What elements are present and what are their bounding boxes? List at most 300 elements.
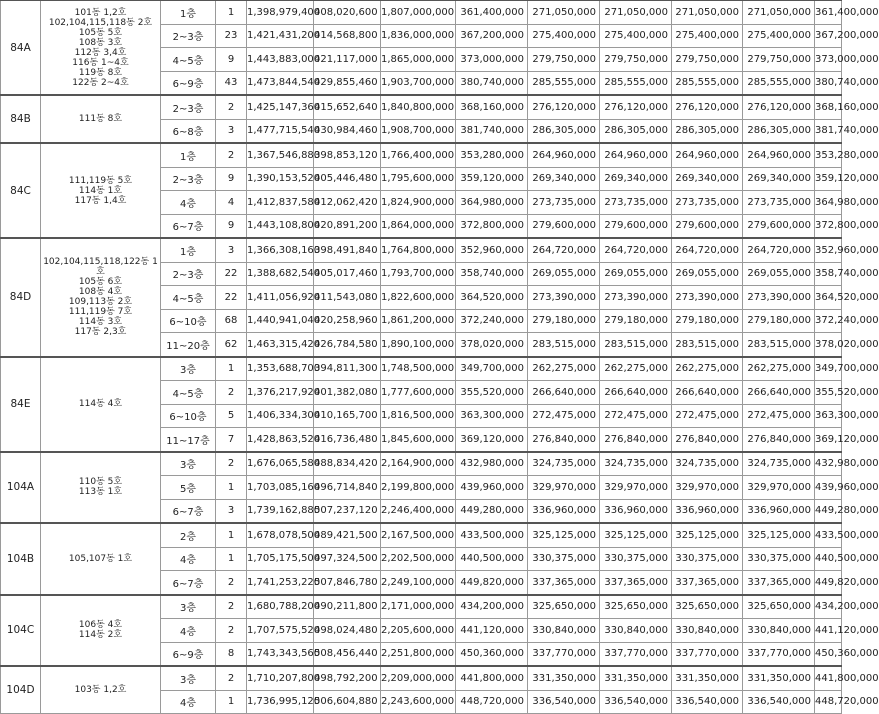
building-line: 105동 6호: [78, 277, 123, 288]
price-cell-c4: 349,700,000: [456, 357, 528, 381]
price-cell-c7: 271,050,000: [672, 0, 743, 24]
price-cell-c9: 450,360,000: [815, 642, 842, 666]
price-cell-c8: 337,365,000: [743, 571, 815, 595]
price-cell-c6: 276,120,000: [600, 95, 672, 119]
price-cell-c6: 324,735,000: [600, 452, 672, 476]
price-cell-c6: 325,650,000: [600, 595, 672, 619]
price-cell-c4: 353,280,000: [456, 143, 528, 167]
price-cell-c8: 269,055,000: [743, 262, 815, 286]
price-cell-c7: 283,515,000: [672, 333, 743, 357]
price-cell-c5: 286,305,000: [528, 119, 600, 143]
price-cell-c6: 336,960,000: [600, 499, 672, 523]
floor-cell: 1층: [161, 0, 216, 24]
price-cell-c9: 364,520,000: [815, 286, 842, 310]
floor-cell: 3층: [161, 357, 216, 381]
floor-cell: 4~5층: [161, 286, 216, 310]
buildings-cell: [41, 95, 161, 143]
price-cell-c8: 279,180,000: [743, 309, 815, 333]
price-cell-c7: 272,475,000: [672, 404, 743, 428]
price-cell-c5: 269,055,000: [528, 262, 600, 286]
buildings-cell: [41, 452, 161, 524]
price-cell-c6: 275,400,000: [600, 24, 672, 48]
floor-cell: 6~7층: [161, 214, 216, 238]
building-line: 102,104,115,118동 2호: [48, 17, 153, 28]
price-cell-c2: 426,784,580: [314, 333, 381, 357]
buildings-cell: [41, 666, 161, 714]
price-cell-c1: 1,411,056,920: [247, 286, 314, 310]
building-line: 113동 1호: [78, 487, 123, 498]
price-cell-c7: 276,840,000: [672, 428, 743, 452]
price-cell-c5: 264,720,000: [528, 238, 600, 262]
price-cell-c4: 361,400,000: [456, 0, 528, 24]
building-line: 111동 8호: [78, 114, 123, 124]
floor-cell: 11~20층: [161, 333, 216, 357]
price-cell-c2: 496,714,840: [314, 476, 381, 500]
price-cell-c4: 367,200,000: [456, 24, 528, 48]
price-cell-c6: 330,840,000: [600, 619, 672, 643]
building-line: 101동 1,2호: [74, 7, 127, 18]
price-cell-c9: 372,800,000: [815, 214, 842, 238]
units-cell: 2: [216, 619, 247, 643]
price-cell-c2: 490,211,800: [314, 595, 381, 619]
floor-cell: 11~17층: [161, 428, 216, 452]
price-cell-c8: 275,400,000: [743, 24, 815, 48]
price-cell-c9: 449,280,000: [815, 499, 842, 523]
table-row: [1, 452, 842, 476]
price-cell-c7: 330,840,000: [672, 619, 743, 643]
price-cell-c3: 1,807,000,000: [381, 0, 456, 24]
price-cell-c2: 498,792,200: [314, 666, 381, 690]
price-cell-c8: 283,515,000: [743, 333, 815, 357]
building-line: 112동 3,4호: [74, 47, 127, 58]
price-cell-c1: 1,676,065,580: [247, 452, 314, 476]
price-cell-c1: 1,443,108,800: [247, 214, 314, 238]
price-cell-c6: 337,770,000: [600, 642, 672, 666]
table-row: [1, 666, 842, 690]
price-cell-c6: 279,750,000: [600, 48, 672, 72]
price-cell-c7: 273,390,000: [672, 286, 743, 310]
table-row: [1, 523, 842, 547]
price-cell-c7: 269,055,000: [672, 262, 743, 286]
price-cell-c4: 378,020,000: [456, 333, 528, 357]
price-cell-c4: 433,500,000: [456, 523, 528, 547]
price-cell-c4: 439,960,000: [456, 476, 528, 500]
price-cell-c9: 449,820,000: [815, 571, 842, 595]
building-line: 105,107동 1호: [68, 553, 133, 564]
floor-cell: 2~3층: [161, 167, 216, 191]
price-cell-c2: 498,024,480: [314, 619, 381, 643]
price-cell-c3: 2,246,400,000: [381, 499, 456, 523]
price-cell-c3: 1,795,600,000: [381, 167, 456, 191]
price-cell-c5: 273,735,000: [528, 191, 600, 215]
price-cell-c6: 269,340,000: [600, 167, 672, 191]
price-cell-c4: 440,500,000: [456, 547, 528, 571]
price-cell-c1: 1,463,315,420: [247, 333, 314, 357]
price-cell-c1: 1,743,343,560: [247, 642, 314, 666]
price-cell-c1: 1,421,431,200: [247, 24, 314, 48]
price-cell-c8: 336,960,000: [743, 499, 815, 523]
price-cell-c4: 364,980,000: [456, 191, 528, 215]
units-cell: 1: [216, 0, 247, 24]
building-line: 108동 3호: [78, 37, 123, 48]
price-cell-c3: 2,167,500,000: [381, 523, 456, 547]
price-cell-c8: 271,050,000: [743, 0, 815, 24]
price-cell-c7: 324,735,000: [672, 452, 743, 476]
price-cell-c1: 1,736,995,120: [247, 690, 314, 714]
price-cell-c8: 273,390,000: [743, 286, 815, 310]
unit-type-cell: 84B: [1, 95, 41, 143]
price-cell-c6: 336,540,000: [600, 690, 672, 714]
buildings-cell: [41, 595, 161, 667]
table-row: [1, 357, 842, 381]
building-line: 114동 4호: [78, 399, 123, 409]
building-line: 111,119동 5호: [68, 175, 133, 186]
units-cell: 3: [216, 238, 247, 262]
price-cell-c3: 1,793,700,000: [381, 262, 456, 286]
price-cell-c6: 264,960,000: [600, 143, 672, 167]
floor-cell: 1층: [161, 238, 216, 262]
floor-cell: 4~5층: [161, 48, 216, 72]
price-cell-c1: 1,680,788,200: [247, 595, 314, 619]
table-row: [1, 0, 842, 24]
price-cell-c2: 506,604,880: [314, 690, 381, 714]
price-cell-c6: 283,515,000: [600, 333, 672, 357]
price-cell-c1: 1,425,147,360: [247, 95, 314, 119]
price-cell-c9: 367,200,000: [815, 24, 842, 48]
price-cell-c9: 441,800,000: [815, 666, 842, 690]
price-cell-c5: 262,275,000: [528, 357, 600, 381]
price-cell-c1: 1,710,207,800: [247, 666, 314, 690]
price-cell-c8: 279,750,000: [743, 48, 815, 72]
price-cell-c9: 448,720,000: [815, 690, 842, 714]
price-cell-c3: 1,890,100,000: [381, 333, 456, 357]
price-cell-c5: 279,750,000: [528, 48, 600, 72]
price-cell-c3: 2,164,900,000: [381, 452, 456, 476]
price-cell-c3: 2,205,600,000: [381, 619, 456, 643]
price-cell-c4: 380,740,000: [456, 71, 528, 95]
price-cell-c9: 378,020,000: [815, 333, 842, 357]
price-cell-c1: 1,367,546,880: [247, 143, 314, 167]
price-cell-c5: 276,120,000: [528, 95, 600, 119]
price-cell-c9: 439,960,000: [815, 476, 842, 500]
price-cell-c8: 324,735,000: [743, 452, 815, 476]
floor-cell: 6~7층: [161, 499, 216, 523]
price-cell-c3: 1,861,200,000: [381, 309, 456, 333]
price-cell-c8: 325,650,000: [743, 595, 815, 619]
units-cell: 9: [216, 167, 247, 191]
price-cell-c2: 420,891,200: [314, 214, 381, 238]
price-cell-c6: 269,055,000: [600, 262, 672, 286]
floor-cell: 1층: [161, 143, 216, 167]
price-cell-c7: 325,650,000: [672, 595, 743, 619]
price-cell-c3: 1,766,400,000: [381, 143, 456, 167]
price-cell-c5: 269,340,000: [528, 167, 600, 191]
price-cell-c3: 2,209,000,000: [381, 666, 456, 690]
price-cell-c5: 337,770,000: [528, 642, 600, 666]
building-line: 108동 4호: [78, 287, 123, 298]
price-cell-c8: 272,475,000: [743, 404, 815, 428]
price-cell-c9: 434,200,000: [815, 595, 842, 619]
floor-cell: 2층: [161, 523, 216, 547]
price-cell-c4: 364,520,000: [456, 286, 528, 310]
price-cell-c5: 336,960,000: [528, 499, 600, 523]
price-cell-c8: 269,340,000: [743, 167, 815, 191]
price-cell-c2: 398,491,840: [314, 238, 381, 262]
price-cell-c6: 276,840,000: [600, 428, 672, 452]
price-cell-c8: 331,350,000: [743, 666, 815, 690]
price-cell-c1: 1,440,941,040: [247, 309, 314, 333]
price-cell-c7: 276,120,000: [672, 95, 743, 119]
price-cell-c9: 353,280,000: [815, 143, 842, 167]
units-cell: 4: [216, 191, 247, 215]
price-cell-c4: 449,820,000: [456, 571, 528, 595]
units-cell: 1: [216, 476, 247, 500]
price-cell-c5: 272,475,000: [528, 404, 600, 428]
price-cell-c4: 369,120,000: [456, 428, 528, 452]
price-cell-c7: 286,305,000: [672, 119, 743, 143]
floor-cell: 4층: [161, 619, 216, 643]
unit-type-cell: 84E: [1, 357, 41, 452]
price-cell-c5: 336,540,000: [528, 690, 600, 714]
price-cell-c4: 355,520,000: [456, 381, 528, 405]
price-cell-c9: 372,240,000: [815, 309, 842, 333]
unit-type-cell: 84A: [1, 0, 41, 95]
units-cell: 7: [216, 428, 247, 452]
price-cell-c8: 276,840,000: [743, 428, 815, 452]
units-cell: 23: [216, 24, 247, 48]
price-cell-c3: 1,777,600,000: [381, 381, 456, 405]
price-cell-c3: 1,824,900,000: [381, 191, 456, 215]
units-cell: 2: [216, 595, 247, 619]
price-cell-c4: 449,280,000: [456, 499, 528, 523]
price-cell-c2: 414,568,800: [314, 24, 381, 48]
building-line: 119동 8호: [78, 67, 123, 78]
floor-cell: 6~7층: [161, 571, 216, 595]
unit-type-cell: 104D: [1, 666, 41, 714]
price-cell-c9: 369,120,000: [815, 428, 842, 452]
price-cell-c1: 1,412,837,580: [247, 191, 314, 215]
price-cell-c4: 363,300,000: [456, 404, 528, 428]
price-cell-c1: 1,739,162,880: [247, 499, 314, 523]
price-cell-c6: 330,375,000: [600, 547, 672, 571]
price-cell-c7: 266,640,000: [672, 381, 743, 405]
floor-cell: 6~10층: [161, 404, 216, 428]
building-line: 117동 2,3호: [74, 327, 127, 338]
price-cell-c2: 398,853,120: [314, 143, 381, 167]
price-cell-c1: 1,678,078,500: [247, 523, 314, 547]
price-cell-c6: 272,475,000: [600, 404, 672, 428]
price-cell-c2: 416,736,480: [314, 428, 381, 452]
units-cell: 2: [216, 95, 247, 119]
price-cell-c1: 1,473,844,540: [247, 71, 314, 95]
price-cell-c8: 286,305,000: [743, 119, 815, 143]
unit-type-cell: 104C: [1, 595, 41, 667]
price-cell-c7: 285,555,000: [672, 71, 743, 95]
price-cell-c2: 507,846,780: [314, 571, 381, 595]
floor-cell: 6~9층: [161, 71, 216, 95]
price-cell-c8: 276,120,000: [743, 95, 815, 119]
units-cell: 43: [216, 71, 247, 95]
price-cell-c3: 2,243,600,000: [381, 690, 456, 714]
price-cell-c9: 352,960,000: [815, 238, 842, 262]
price-cell-c3: 1,816,500,000: [381, 404, 456, 428]
price-cell-c5: 266,640,000: [528, 381, 600, 405]
price-cell-c7: 325,125,000: [672, 523, 743, 547]
price-cell-c1: 1,707,575,520: [247, 619, 314, 643]
building-line: 122동 2~4호: [72, 77, 129, 88]
price-cell-c7: 279,600,000: [672, 214, 743, 238]
buildings-cell: [41, 357, 161, 452]
floor-cell: 6~10층: [161, 309, 216, 333]
buildings-cell: [41, 0, 161, 95]
floor-cell: 6~8층: [161, 119, 216, 143]
price-cell-c9: 381,740,000: [815, 119, 842, 143]
price-cell-c7: 275,400,000: [672, 24, 743, 48]
price-cell-c8: 262,275,000: [743, 357, 815, 381]
price-cell-c1: 1,443,883,000: [247, 48, 314, 72]
price-cell-c4: 434,200,000: [456, 595, 528, 619]
floor-cell: 6~9층: [161, 642, 216, 666]
price-cell-c5: 279,600,000: [528, 214, 600, 238]
price-cell-c5: 325,125,000: [528, 523, 600, 547]
building-line: 110동 5호: [78, 477, 123, 488]
price-cell-c2: 488,834,420: [314, 452, 381, 476]
price-cell-c7: 273,735,000: [672, 191, 743, 215]
building-line: 111,119동 7호: [68, 307, 133, 318]
price-cell-c7: 330,375,000: [672, 547, 743, 571]
price-cell-c2: 411,543,080: [314, 286, 381, 310]
price-cell-c6: 273,735,000: [600, 191, 672, 215]
price-cell-c2: 408,020,600: [314, 0, 381, 24]
price-cell-c6: 286,305,000: [600, 119, 672, 143]
price-cell-c4: 372,800,000: [456, 214, 528, 238]
units-cell: 2: [216, 143, 247, 167]
price-cell-c3: 1,836,000,000: [381, 24, 456, 48]
price-cell-c3: 2,249,100,000: [381, 571, 456, 595]
price-cell-c1: 1,376,217,920: [247, 381, 314, 405]
price-cell-c5: 331,350,000: [528, 666, 600, 690]
buildings-cell: [41, 143, 161, 238]
floor-cell: 4층: [161, 690, 216, 714]
floor-cell: 2~3층: [161, 95, 216, 119]
price-cell-c3: 1,748,500,000: [381, 357, 456, 381]
price-cell-c5: 285,555,000: [528, 71, 600, 95]
units-cell: 9: [216, 48, 247, 72]
buildings-cell: [41, 523, 161, 595]
price-cell-c3: 1,908,700,000: [381, 119, 456, 143]
price-cell-c3: 1,822,600,000: [381, 286, 456, 310]
price-cell-c4: 441,120,000: [456, 619, 528, 643]
price-cell-c9: 441,120,000: [815, 619, 842, 643]
units-cell: 3: [216, 499, 247, 523]
building-line: 103동 1,2호: [74, 685, 127, 695]
price-cell-c5: 329,970,000: [528, 476, 600, 500]
price-cell-c1: 1,388,682,540: [247, 262, 314, 286]
price-cell-c6: 337,365,000: [600, 571, 672, 595]
units-cell: 2: [216, 571, 247, 595]
price-cell-c8: 337,770,000: [743, 642, 815, 666]
price-cell-c2: 489,421,500: [314, 523, 381, 547]
units-cell: 1: [216, 547, 247, 571]
price-cell-c7: 264,720,000: [672, 238, 743, 262]
price-cell-c4: 450,360,000: [456, 642, 528, 666]
price-cell-c7: 336,960,000: [672, 499, 743, 523]
price-cell-c2: 405,017,460: [314, 262, 381, 286]
price-cell-c2: 410,165,700: [314, 404, 381, 428]
price-cell-c9: 432,980,000: [815, 452, 842, 476]
price-cell-c9: 380,740,000: [815, 71, 842, 95]
floor-cell: 3층: [161, 595, 216, 619]
price-cell-c4: 373,000,000: [456, 48, 528, 72]
price-cell-c3: 1,764,800,000: [381, 238, 456, 262]
price-cell-c3: 1,845,600,000: [381, 428, 456, 452]
price-cell-c1: 1,406,334,300: [247, 404, 314, 428]
price-cell-c2: 497,324,500: [314, 547, 381, 571]
price-cell-c9: 355,520,000: [815, 381, 842, 405]
building-line: 116동 1~4호: [72, 57, 129, 68]
price-cell-c3: 2,251,800,000: [381, 642, 456, 666]
table-row: [1, 238, 842, 262]
price-cell-c7: 337,365,000: [672, 571, 743, 595]
price-cell-c5: 324,735,000: [528, 452, 600, 476]
price-cell-c4: 358,740,000: [456, 262, 528, 286]
price-cell-c4: 368,160,000: [456, 95, 528, 119]
price-cell-c4: 372,240,000: [456, 309, 528, 333]
units-cell: 3: [216, 119, 247, 143]
price-cell-c6: 331,350,000: [600, 666, 672, 690]
price-cell-c5: 283,515,000: [528, 333, 600, 357]
price-cell-c9: 440,500,000: [815, 547, 842, 571]
price-cell-c9: 373,000,000: [815, 48, 842, 72]
price-cell-c8: 329,970,000: [743, 476, 815, 500]
price-cell-c3: 2,199,800,000: [381, 476, 456, 500]
units-cell: 1: [216, 357, 247, 381]
price-cell-c6: 325,125,000: [600, 523, 672, 547]
price-cell-c1: 1,741,253,220: [247, 571, 314, 595]
price-cell-c2: 507,237,120: [314, 499, 381, 523]
price-cell-c8: 264,720,000: [743, 238, 815, 262]
price-cell-c6: 329,970,000: [600, 476, 672, 500]
units-cell: 2: [216, 381, 247, 405]
price-cell-c7: 336,540,000: [672, 690, 743, 714]
price-cell-c7: 269,340,000: [672, 167, 743, 191]
price-cell-c8: 330,375,000: [743, 547, 815, 571]
building-line: 109,113동 2호: [68, 297, 133, 308]
building-line: 105동 5호: [78, 27, 123, 38]
price-cell-c8: 279,600,000: [743, 214, 815, 238]
price-cell-c7: 331,350,000: [672, 666, 743, 690]
price-cell-c9: 363,300,000: [815, 404, 842, 428]
buildings-cell: [41, 238, 161, 357]
price-cell-c6: 271,050,000: [600, 0, 672, 24]
floor-cell: 4층: [161, 547, 216, 571]
price-cell-c8: 266,640,000: [743, 381, 815, 405]
table-row: [1, 95, 842, 119]
building-line: 114동 1호: [78, 185, 123, 196]
price-cell-c5: 330,840,000: [528, 619, 600, 643]
price-cell-c4: 352,960,000: [456, 238, 528, 262]
floor-cell: 2~3층: [161, 24, 216, 48]
price-cell-c2: 429,855,460: [314, 71, 381, 95]
price-cell-c9: 361,400,000: [815, 0, 842, 24]
floor-cell: 3층: [161, 666, 216, 690]
units-cell: 8: [216, 642, 247, 666]
price-cell-c7: 279,750,000: [672, 48, 743, 72]
price-cell-c9: 359,120,000: [815, 167, 842, 191]
price-cell-c7: 337,770,000: [672, 642, 743, 666]
price-cell-c3: 1,840,800,000: [381, 95, 456, 119]
units-cell: 68: [216, 309, 247, 333]
